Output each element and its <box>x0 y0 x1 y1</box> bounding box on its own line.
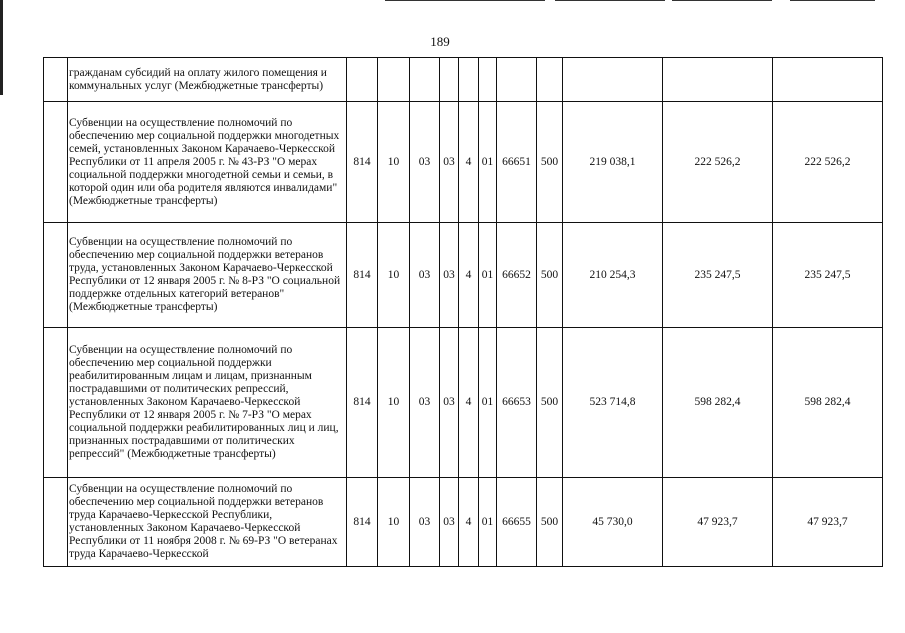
expense-type-code: 500 <box>537 102 563 223</box>
amount-year-2: 235 247,5 <box>663 223 773 328</box>
ministry-code <box>347 58 378 102</box>
top-rule-4 <box>790 0 875 1</box>
expense-type-code: 500 <box>537 478 563 567</box>
subsection-code: 03 <box>410 328 440 478</box>
target-code-a <box>440 58 459 102</box>
target-code-d <box>497 58 537 102</box>
target-code-c: 01 <box>479 478 497 567</box>
ministry-code: 814 <box>347 223 378 328</box>
amount-year-3: 47 923,7 <box>773 478 883 567</box>
row-description: Субвенции на осуществление полномочий по обеспечению мер социальной поддержки реабилитированным лицам и лицам, признанным пострадавшими от политических репрессий, установленных Законом Карачаево-Черкесской Республики от 12 января 2005 г. № 7-РЗ "О мерах социальной поддержки реабилитированных лиц и лиц, признанных пострадавшими от политических репрессий" (Межбюджетные трансферты) <box>68 328 347 478</box>
section-code: 10 <box>378 223 410 328</box>
target-code-b <box>459 58 479 102</box>
target-code-c <box>479 58 497 102</box>
expense-type-code: 500 <box>537 223 563 328</box>
target-code-d: 66651 <box>497 102 537 223</box>
subsection-code: 03 <box>410 102 440 223</box>
table-row <box>44 102 883 223</box>
target-code-b: 4 <box>459 102 479 223</box>
table-row <box>44 328 883 478</box>
row-margin-cell <box>44 58 68 102</box>
row-description: гражданам субсидий на оплату жилого помещения и коммунальных услуг (Межбюджетные трансферты) <box>68 58 347 102</box>
ministry-code: 814 <box>347 102 378 223</box>
amount-year-2 <box>663 58 773 102</box>
amount-year-3: 235 247,5 <box>773 223 883 328</box>
subsection-code: 03 <box>410 478 440 567</box>
table-row <box>44 478 883 567</box>
target-code-d: 66655 <box>497 478 537 567</box>
expense-type-code <box>537 58 563 102</box>
target-code-d: 66653 <box>497 328 537 478</box>
row-margin-cell <box>44 328 68 478</box>
amount-year-2: 598 282,4 <box>663 328 773 478</box>
ministry-code: 814 <box>347 328 378 478</box>
ministry-code: 814 <box>347 478 378 567</box>
target-code-a: 03 <box>440 223 459 328</box>
target-code-a: 03 <box>440 102 459 223</box>
subsection-code: 03 <box>410 223 440 328</box>
budget-table <box>43 57 883 567</box>
amount-year-3 <box>773 58 883 102</box>
top-rule-2 <box>555 0 665 1</box>
target-code-c: 01 <box>479 328 497 478</box>
table-row <box>44 223 883 328</box>
row-description: Субвенции на осуществление полномочий по обеспечению мер социальной поддержки ветеранов труда, установленных Законом Карачаево-Черкесской Республики от 12 января 2005 г. № 8-РЗ "О социальной поддержке отдельных категорий ветеранов" (Межбюджетные трансферты) <box>68 223 347 328</box>
target-code-a: 03 <box>440 328 459 478</box>
target-code-c: 01 <box>479 223 497 328</box>
row-description: Субвенции на осуществление полномочий по обеспечению мер социальной поддержки ветеранов труда Карачаево-Черкесской Республики, установленных Законом Карачаево-Черкесской Республики от 11 ноября 2008 г. № 69-РЗ "О ветеранах труда Карачаево-Черкесской <box>68 478 347 567</box>
amount-year-1 <box>563 58 663 102</box>
amount-year-2: 47 923,7 <box>663 478 773 567</box>
subsection-code <box>410 58 440 102</box>
row-margin-cell <box>44 223 68 328</box>
target-code-b: 4 <box>459 223 479 328</box>
target-code-d: 66652 <box>497 223 537 328</box>
amount-year-2: 222 526,2 <box>663 102 773 223</box>
amount-year-1: 45 730,0 <box>563 478 663 567</box>
row-margin-cell <box>44 102 68 223</box>
target-code-b: 4 <box>459 328 479 478</box>
section-code: 10 <box>378 478 410 567</box>
row-description: Субвенции на осуществление полномочий по обеспечению мер социальной поддержки многодетных семей, установленных Законом Карачаево-Черкесской Республики от 11 апреля 2005 г. № 43-РЗ "О мерах социальной поддержки многодетной семьи и семьи, в которой один или оба родителя являются инвалидами" (Межбюджетные трансферты) <box>68 102 347 223</box>
section-code: 10 <box>378 328 410 478</box>
target-code-a: 03 <box>440 478 459 567</box>
top-rule-3 <box>672 0 772 1</box>
amount-year-1: 219 038,1 <box>563 102 663 223</box>
table-row <box>44 58 883 102</box>
top-rule-1 <box>385 0 545 1</box>
target-code-c: 01 <box>479 102 497 223</box>
amount-year-1: 210 254,3 <box>563 223 663 328</box>
amount-year-3: 222 526,2 <box>773 102 883 223</box>
page-number: 189 <box>430 34 450 49</box>
amount-year-1: 523 714,8 <box>563 328 663 478</box>
amount-year-3: 598 282,4 <box>773 328 883 478</box>
target-code-b: 4 <box>459 478 479 567</box>
expense-type-code: 500 <box>537 328 563 478</box>
section-code <box>378 58 410 102</box>
section-code: 10 <box>378 102 410 223</box>
row-margin-cell <box>44 478 68 567</box>
